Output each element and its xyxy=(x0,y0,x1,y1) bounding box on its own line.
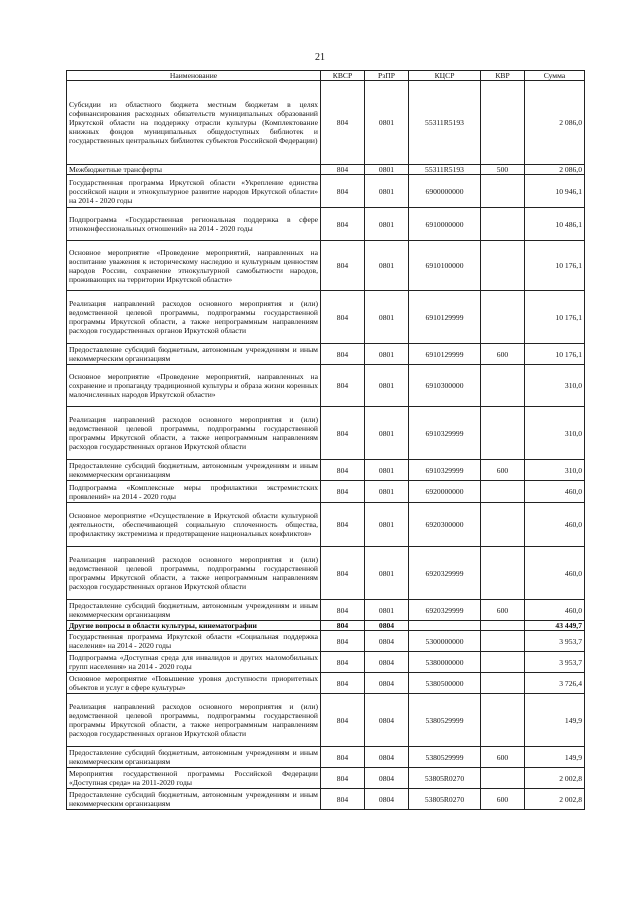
cell-kvr xyxy=(481,241,525,291)
cell-name: Реализация направлений расходов основного мероприятия и (или) ведомственной целевой программы, подпрограммы государственной программы Иркутской области, а также непрограммным направлениям расходов государственных органов Иркутской области xyxy=(67,407,321,460)
table-row xyxy=(67,460,585,481)
cell-rzpr: 0804 xyxy=(365,768,409,789)
table-row xyxy=(67,175,585,208)
cell-sum: 10 176,1 xyxy=(525,241,585,291)
cell-kcsr: 6920300000 xyxy=(409,503,481,547)
cell-name: Предоставление субсидий бюджетным, автономным учреждениям и иным некоммерческим организациям xyxy=(67,344,321,365)
cell-sum: 460,0 xyxy=(525,503,585,547)
table-row xyxy=(67,694,585,747)
cell-rzpr: 0801 xyxy=(365,503,409,547)
column-header-kcsr: КЦСР xyxy=(409,71,481,81)
cell-kvr xyxy=(481,547,525,600)
cell-name: Основное мероприятие «Повышение уровня доступности приоритетных объектов и услуг в сфере культуры» xyxy=(67,673,321,694)
table-row xyxy=(67,652,585,673)
cell-kcsr: 5380000000 xyxy=(409,652,481,673)
cell-sum: 460,0 xyxy=(525,547,585,600)
cell-rzpr: 0804 xyxy=(365,631,409,652)
cell-name: Реализация направлений расходов основного мероприятия и (или) ведомственной целевой программы, подпрограммы государственной программы Иркутской области, а также непрограммным направлениям расходов государственных органов Иркутской области xyxy=(67,291,321,344)
column-header-kvsr: КВСР xyxy=(321,71,365,81)
cell-kvsr: 804 xyxy=(321,81,365,165)
cell-kcsr: 6920329999 xyxy=(409,600,481,621)
cell-name: Подпрограмма «Доступная среда для инвалидов и других маломобильных групп населения» на 2014 - 2020 годы xyxy=(67,652,321,673)
cell-kvsr: 804 xyxy=(321,503,365,547)
page-number: 21 xyxy=(315,52,325,63)
cell-kcsr: 6910329999 xyxy=(409,460,481,481)
budget-table xyxy=(66,70,585,810)
cell-kcsr: 5380529999 xyxy=(409,747,481,768)
cell-kvsr: 804 xyxy=(321,600,365,621)
cell-sum: 43 449,7 xyxy=(525,621,585,631)
cell-kvr xyxy=(481,291,525,344)
cell-sum: 460,0 xyxy=(525,600,585,621)
cell-kcsr: 6910129999 xyxy=(409,344,481,365)
cell-kvr xyxy=(481,175,525,208)
cell-name: Основное мероприятие «Осуществление в Иркутской области культурной деятельности, обеспечивающей социальную сплоченность общества, профилактику экстремизма и предотвращение национальных конфликтов» xyxy=(67,503,321,547)
cell-rzpr: 0804 xyxy=(365,621,409,631)
cell-kvr: 600 xyxy=(481,600,525,621)
cell-name: Предоставление субсидий бюджетным, автономным учреждениям и иным некоммерческим организациям xyxy=(67,789,321,810)
table-row xyxy=(67,621,585,631)
cell-kvsr: 804 xyxy=(321,673,365,694)
cell-name: Субсидии из областного бюджета местным бюджетам в целях софинансирования расходных обязательств муниципальных образований Иркутской области на поддержку отрасли культуры (Комплектование книжных фондов муниципальных общедоступных библиотек и государственных центральных библиотек субъектов Российской Федерации) xyxy=(67,81,321,165)
column-header-rzpr: РзПР xyxy=(365,71,409,81)
cell-name: Государственная программа Иркутской области «Укрепление единства российской нации и этнокультурное развитие народов Иркутской области» на 2014 - 2020 годы xyxy=(67,175,321,208)
cell-sum: 149,9 xyxy=(525,747,585,768)
cell-sum: 310,0 xyxy=(525,460,585,481)
table-row xyxy=(67,789,585,810)
cell-kvsr: 804 xyxy=(321,241,365,291)
cell-name: Основное мероприятие «Проведение мероприятий, направленных на воспитание уважения к историческому наследию и культурным ценностям народов России, сохранение этнокультурной самобытности народов, проживающих на территории Иркутской области» xyxy=(67,241,321,291)
table-row xyxy=(67,631,585,652)
cell-rzpr: 0801 xyxy=(365,481,409,503)
cell-kvr: 600 xyxy=(481,789,525,810)
cell-rzpr: 0801 xyxy=(365,291,409,344)
cell-kvsr: 804 xyxy=(321,165,365,175)
cell-name: Реализация направлений расходов основного мероприятия и (или) ведомственной целевой программы, подпрограммы государственной программы Иркутской области, а также непрограммным направлениям расходов государственных органов Иркутской области xyxy=(67,547,321,600)
table-row xyxy=(67,365,585,407)
cell-rzpr: 0804 xyxy=(365,694,409,747)
table-row xyxy=(67,747,585,768)
cell-kvsr: 804 xyxy=(321,652,365,673)
cell-kvsr: 804 xyxy=(321,631,365,652)
cell-rzpr: 0801 xyxy=(365,175,409,208)
cell-kcsr: 5380500000 xyxy=(409,673,481,694)
cell-sum: 2 002,8 xyxy=(525,789,585,810)
cell-sum: 3 726,4 xyxy=(525,673,585,694)
cell-kvr xyxy=(481,631,525,652)
cell-kvsr: 804 xyxy=(321,547,365,600)
cell-kvsr: 804 xyxy=(321,621,365,631)
cell-kvr xyxy=(481,365,525,407)
cell-rzpr: 0801 xyxy=(365,165,409,175)
cell-name: Реализация направлений расходов основного мероприятия и (или) ведомственной целевой программы, подпрограммы государственной программы Иркутской области, а также непрограммным направлениям расходов государственных органов Иркутской области xyxy=(67,694,321,747)
cell-sum: 2 002,8 xyxy=(525,768,585,789)
cell-kvsr: 804 xyxy=(321,768,365,789)
cell-kvsr: 804 xyxy=(321,208,365,241)
cell-kvsr: 804 xyxy=(321,407,365,460)
cell-kvr: 600 xyxy=(481,344,525,365)
table-row xyxy=(67,768,585,789)
cell-name: Предоставление субсидий бюджетным, автономным учреждениям и иным некоммерческим организациям xyxy=(67,747,321,768)
cell-name: Государственная программа Иркутской области «Социальная поддержка населения» на 2014 - 2020 годы xyxy=(67,631,321,652)
cell-rzpr: 0801 xyxy=(365,407,409,460)
cell-kvsr: 804 xyxy=(321,291,365,344)
cell-kvr: 600 xyxy=(481,460,525,481)
table-row xyxy=(67,503,585,547)
cell-rzpr: 0804 xyxy=(365,747,409,768)
cell-kcsr: 6900000000 xyxy=(409,175,481,208)
cell-kcsr: 6910129999 xyxy=(409,291,481,344)
cell-kvsr: 804 xyxy=(321,344,365,365)
cell-rzpr: 0804 xyxy=(365,652,409,673)
cell-kvr xyxy=(481,768,525,789)
cell-kcsr: 55311R5193 xyxy=(409,81,481,165)
cell-kvsr: 804 xyxy=(321,460,365,481)
cell-kvsr: 804 xyxy=(321,175,365,208)
cell-rzpr: 0801 xyxy=(365,460,409,481)
cell-kcsr: 6920329999 xyxy=(409,547,481,600)
cell-name: Мероприятия государственной программы Российской Федерации «Доступная среда» на 2011-2020 годы xyxy=(67,768,321,789)
table-row xyxy=(67,344,585,365)
cell-sum: 10 946,1 xyxy=(525,175,585,208)
cell-sum: 10 176,1 xyxy=(525,344,585,365)
cell-rzpr: 0801 xyxy=(365,600,409,621)
table-row xyxy=(67,600,585,621)
cell-kvsr: 804 xyxy=(321,789,365,810)
cell-rzpr: 0801 xyxy=(365,365,409,407)
cell-name: Подпрограмма «Комплексные меры профилактики экстремистских проявлений» на 2014 - 2020 годы xyxy=(67,481,321,503)
cell-kvr xyxy=(481,694,525,747)
cell-rzpr: 0801 xyxy=(365,547,409,600)
cell-kcsr xyxy=(409,621,481,631)
cell-kcsr: 6910329999 xyxy=(409,407,481,460)
cell-kcsr: 53805R0270 xyxy=(409,789,481,810)
cell-rzpr: 0804 xyxy=(365,673,409,694)
cell-kcsr: 5380529999 xyxy=(409,694,481,747)
cell-kcsr: 55311R5193 xyxy=(409,165,481,175)
cell-kcsr: 5300000000 xyxy=(409,631,481,652)
cell-kcsr: 53805R0270 xyxy=(409,768,481,789)
cell-sum: 149,9 xyxy=(525,694,585,747)
table-row xyxy=(67,208,585,241)
cell-sum: 3 953,7 xyxy=(525,652,585,673)
cell-rzpr: 0801 xyxy=(365,241,409,291)
cell-kvr xyxy=(481,407,525,460)
cell-sum: 310,0 xyxy=(525,365,585,407)
cell-sum: 2 086,0 xyxy=(525,81,585,165)
cell-rzpr: 0801 xyxy=(365,81,409,165)
cell-kvr: 600 xyxy=(481,747,525,768)
column-header-kvr: КВР xyxy=(481,71,525,81)
cell-kcsr: 6910300000 xyxy=(409,365,481,407)
cell-name: Другие вопросы в области культуры, кинематографии xyxy=(67,621,321,631)
cell-sum: 460,0 xyxy=(525,481,585,503)
cell-sum: 3 953,7 xyxy=(525,631,585,652)
table-row xyxy=(67,407,585,460)
table-row xyxy=(67,291,585,344)
column-header-sum: Сумма xyxy=(525,71,585,81)
cell-kvr: 500 xyxy=(481,165,525,175)
table-row xyxy=(67,165,585,175)
cell-kvr xyxy=(481,208,525,241)
cell-kvr xyxy=(481,81,525,165)
cell-sum: 310,0 xyxy=(525,407,585,460)
cell-kvsr: 804 xyxy=(321,481,365,503)
cell-kvsr: 804 xyxy=(321,694,365,747)
table-row xyxy=(67,481,585,503)
cell-sum: 10 176,1 xyxy=(525,291,585,344)
cell-kvr xyxy=(481,481,525,503)
cell-name: Основное мероприятие «Проведение мероприятий, направленных на сохранение и пропаганду традиционной культуры и образа жизни коренных малочисленных народов Иркутской области» xyxy=(67,365,321,407)
cell-rzpr: 0804 xyxy=(365,789,409,810)
cell-name: Предоставление субсидий бюджетным, автономным учреждениям и иным некоммерческим организациям xyxy=(67,460,321,481)
cell-name: Подпрограмма «Государственная региональная поддержка в сфере этноконфессиональных отношений» на 2014 - 2020 годы xyxy=(67,208,321,241)
cell-kvsr: 804 xyxy=(321,747,365,768)
cell-name: Межбюджетные трансферты xyxy=(67,165,321,175)
cell-rzpr: 0801 xyxy=(365,208,409,241)
cell-kvr xyxy=(481,503,525,547)
table-row xyxy=(67,81,585,165)
cell-kcsr: 6910000000 xyxy=(409,208,481,241)
cell-kvr xyxy=(481,652,525,673)
table-row xyxy=(67,547,585,600)
cell-kvr xyxy=(481,621,525,631)
cell-sum: 2 086,0 xyxy=(525,165,585,175)
table-row xyxy=(67,241,585,291)
table-row xyxy=(67,673,585,694)
table-header-row xyxy=(67,71,585,81)
cell-kvr xyxy=(481,673,525,694)
cell-name: Предоставление субсидий бюджетным, автономным учреждениям и иным некоммерческим организациям xyxy=(67,600,321,621)
column-header-name: Наименование xyxy=(67,71,321,81)
cell-rzpr: 0801 xyxy=(365,344,409,365)
cell-kcsr: 6920000000 xyxy=(409,481,481,503)
cell-kvsr: 804 xyxy=(321,365,365,407)
cell-kcsr: 6910100000 xyxy=(409,241,481,291)
cell-sum: 10 486,1 xyxy=(525,208,585,241)
